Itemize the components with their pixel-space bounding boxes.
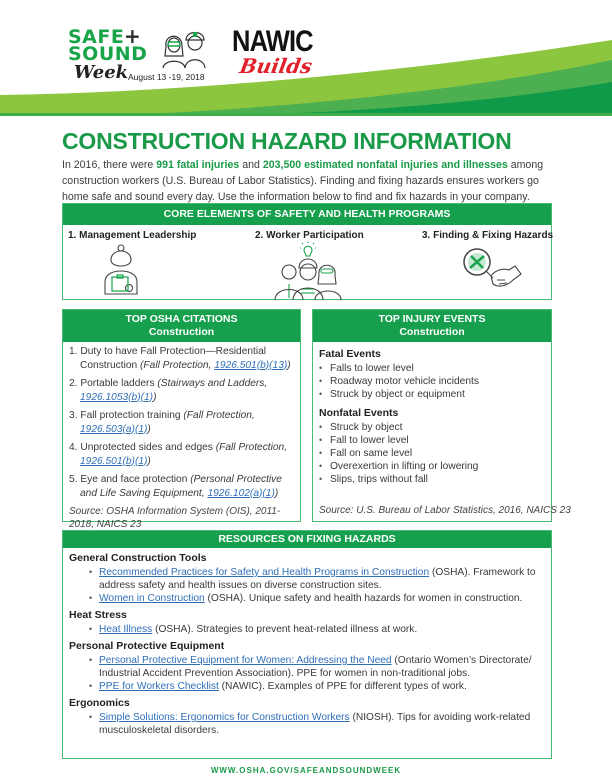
citation-standard-link[interactable]: 1926.102(a)(1) [207, 487, 275, 499]
safe-and-sound-week-logo [68, 24, 218, 88]
resource-section-title: General Construction Tools [69, 552, 207, 564]
top-osha-citations-panel [62, 309, 301, 530]
header-banner [0, 0, 612, 120]
citation-close: ) [274, 487, 279, 499]
nawic-builds-logo [232, 25, 322, 80]
citation-text: Portable ladders [80, 378, 158, 389]
resource-section-title: Ergonomics [69, 697, 130, 709]
event-dates: August 13 -19, 2018 [128, 72, 205, 82]
intro-text: and [239, 159, 263, 171]
resource-link[interactable]: Women in Construction [99, 593, 205, 604]
resource-link[interactable]: Recommended Practices for Safety and Health Programs in Construction [99, 567, 430, 578]
citation-text: Unprotected sides and edges [80, 442, 216, 453]
fatal-event-item: • Struck by object or equipment [319, 388, 551, 401]
resource-item [89, 680, 539, 693]
core-elements-panel [62, 203, 552, 300]
resource-section-title: Heat Stress [69, 609, 127, 621]
citation-number: 1. [69, 346, 78, 357]
resource-link[interactable]: Personal Protective Equipment for Women: Addressing the Need [99, 655, 392, 666]
builds-text: Builds [237, 54, 315, 78]
nonfatal-event-item: • Struck by object [319, 421, 551, 434]
citations-source: Source: OSHA Information System (OIS), 2011-2018, NAICS 23 [69, 506, 281, 530]
workers-group-icon [267, 242, 349, 300]
citation-item [69, 345, 294, 372]
resource-item [89, 592, 539, 605]
resource-list [63, 654, 551, 693]
citation-number: 4. [69, 442, 78, 453]
fatal-events-list [313, 362, 551, 401]
injury-events-source: Source: U.S. Bureau of Labor Statistics, 2016, NAICS 23 [319, 505, 571, 516]
resource-item [89, 623, 539, 636]
logo-week-text: Week [74, 62, 129, 83]
resource-list [63, 623, 551, 636]
resource-section-title: Personal Protective Equipment [69, 640, 225, 652]
citation-close: ) [287, 359, 291, 371]
citation-number: 5. [69, 474, 78, 485]
core-item-worker-participation: 2. Worker Participation [255, 230, 364, 241]
core-item-finding-fixing-hazards: 3. Finding & Fixing Hazards [422, 230, 554, 241]
citation-close: ) [147, 423, 151, 435]
core-elements-heading: CORE ELEMENTS OF SAFETY AND HEALTH PROGRAMS [63, 204, 551, 225]
citation-item [69, 409, 294, 436]
fatal-injuries-stat: 991 fatal injuries [156, 159, 240, 171]
resource-description: (OSHA). Framework to address safety and health issues on diverse construction sites. [99, 567, 536, 591]
citation-close: ) [147, 455, 151, 467]
resource-link[interactable]: Simple Solutions: Ergonomics for Construction Workers [99, 712, 350, 723]
nonfatal-event-item: • Fall on same level [319, 447, 551, 460]
manager-clipboard-icon [101, 244, 141, 296]
resource-description: (OSHA). Strategies to prevent heat-related illness at work. [152, 624, 418, 635]
intro-text: among construction workers (U.S. Bureau of Labor Statistics). Finding and fixing hazards ensures workers go home safe and sound every day. Use the information below to find and fix hazards in your company. [62, 159, 544, 203]
nonfatal-events-list [313, 421, 551, 486]
citation-number: 3. [69, 410, 78, 421]
resource-description: (NIOSH). Tips for avoiding work-related musculoskeletal disorders. [99, 712, 531, 736]
citation-item [69, 377, 294, 404]
workers-faces-icon [158, 28, 218, 70]
resource-item [89, 654, 539, 680]
citation-text: Fall protection training [80, 410, 184, 421]
resource-link[interactable]: PPE for Workers Checklist [99, 681, 219, 692]
resource-link[interactable]: Heat Illness [99, 624, 153, 635]
injury-events-subtitle: Construction [399, 326, 465, 338]
logo-sound-text: SOUND [68, 43, 148, 65]
resource-description: (OSHA). Unique safety and health hazards for women in construction. [204, 593, 523, 604]
citation-category: (Personal Protective and Life Saving Equipment, [80, 474, 282, 499]
resources-panel [62, 530, 552, 759]
fatal-event-item: • Falls to lower level [319, 362, 551, 375]
citation-item [69, 441, 294, 468]
resource-list [63, 566, 551, 605]
citation-standard-link[interactable]: 1926.501(b)(1) [80, 455, 148, 467]
resource-description: (Ontario Women’s Directorate/ Industrial Accident Prevention Association). PPE for women in non-traditional jobs. [99, 655, 532, 679]
osha-citations-subtitle: Construction [148, 326, 215, 338]
citation-text: Duty to have Fall Protection—Residential Construction [80, 346, 267, 371]
citation-number: 2. [69, 378, 78, 389]
citation-standard-link[interactable]: 1926.1053(b)(1) [80, 391, 154, 403]
footer-website-url[interactable]: WWW.OSHA.GOV/SAFEANDSOUNDWEEK [210, 766, 402, 775]
osha-citations-heading [63, 310, 300, 342]
nonfatal-event-item: • Slips, trips without fall [319, 473, 551, 486]
injury-events-heading [313, 310, 551, 342]
citation-category: (Fall Protection, [215, 442, 288, 453]
citation-standard-link[interactable]: 1926.503(a)(1) [80, 423, 148, 435]
resource-description: (NAWIC). Examples of PPE for different types of work. [218, 681, 467, 692]
nawic-text: NAWIC [232, 25, 313, 58]
fatal-event-item: • Roadway motor vehicle incidents [319, 375, 551, 388]
page-title: CONSTRUCTION HAZARD INFORMATION [62, 128, 512, 154]
logo-plus-text: + [124, 24, 142, 48]
intro-text: In 2016, there were [62, 159, 157, 171]
nonfatal-events-heading: Nonfatal Events [319, 407, 399, 419]
core-item-management-leadership: 1. Management Leadership [68, 230, 197, 241]
citation-item [69, 473, 294, 500]
citation-close: ) [153, 391, 157, 403]
resource-item [89, 566, 539, 592]
citation-category: (Stairways and Ladders, [157, 378, 268, 389]
resource-list [63, 711, 551, 737]
citation-standard-link[interactable]: 1926.501(b)(13) [214, 359, 288, 371]
magnifier-hazard-icon [457, 244, 527, 292]
osha-citations-title: TOP OSHA CITATIONS [125, 313, 238, 325]
logo-safe-text: SAFE [68, 26, 125, 48]
resources-heading: RESOURCES ON FIXING HAZARDS [63, 531, 551, 548]
injury-events-title: TOP INJURY EVENTS [378, 313, 486, 325]
citation-text: Eye and face protection [80, 474, 191, 485]
nonfatal-event-item: • Overexertion in lifting or lowering [319, 460, 551, 473]
citations-list [63, 342, 300, 500]
top-injury-events-panel [312, 309, 571, 522]
fatal-events-heading: Fatal Events [319, 348, 381, 360]
intro-paragraph [62, 157, 562, 205]
resource-item [89, 711, 539, 737]
citation-category: (Fall Protection, [183, 410, 255, 421]
nonfatal-injuries-stat: 203,500 estimated nonfatal injuries and illnesses [262, 159, 508, 171]
nonfatal-event-item: • Fall to lower level [319, 434, 551, 447]
citation-category: (Fall Protection, [140, 359, 215, 371]
